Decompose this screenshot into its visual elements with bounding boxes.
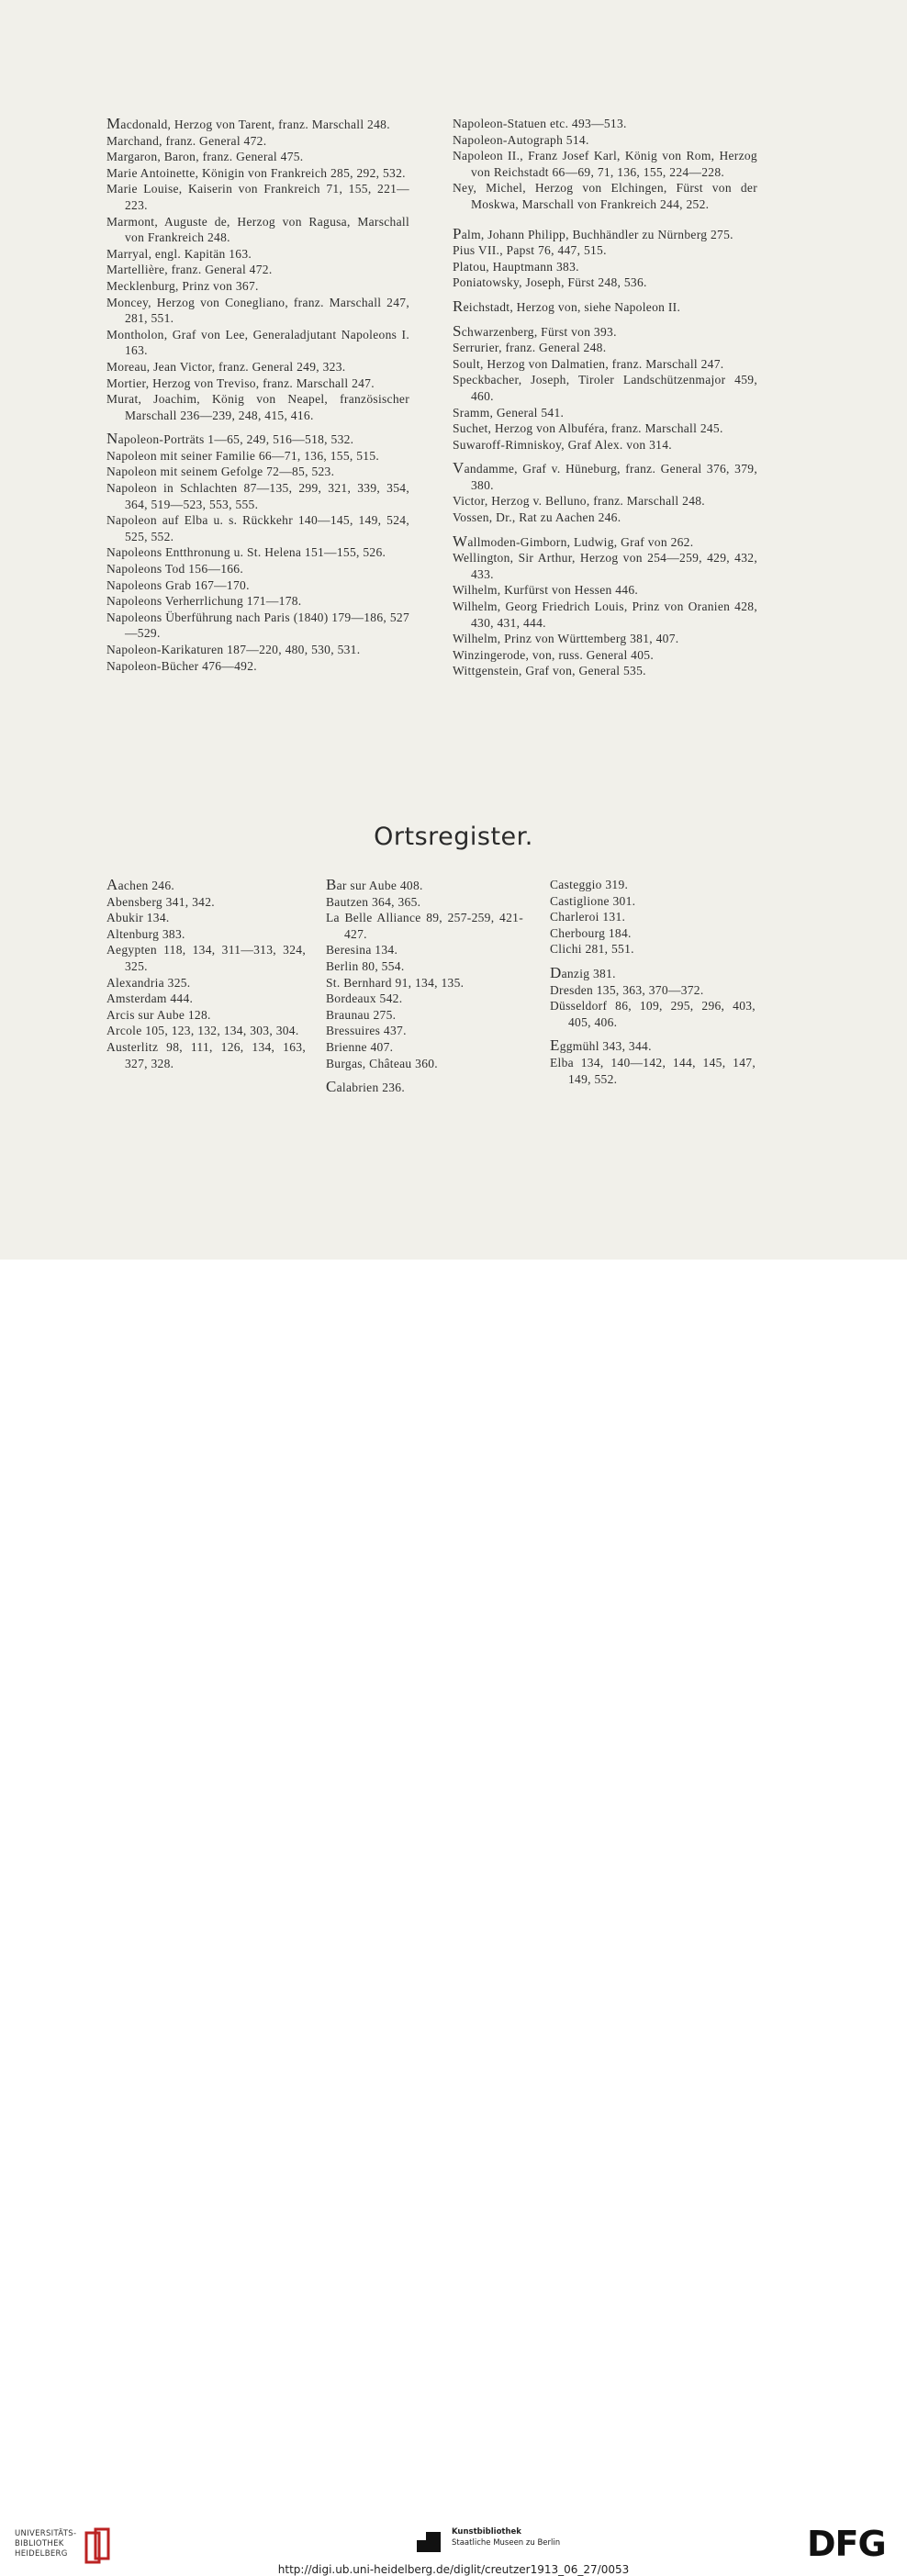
kunstbibliothek-logo-icon [417,2528,444,2556]
index-entry: Suchet, Herzog von Albuféra, franz. Marschall 245. [453,421,723,436]
index-entry: Napoleon mit seinem Gefolge 72—85, 523. [106,465,335,479]
index-entry: Eggmühl 343, 344. [550,1036,652,1055]
index-entry: Berlin 80, 554. [326,958,405,973]
index-entry: Napoleons Grab 167—170. [106,577,250,592]
index-entry: Marchand, franz. General 472. [106,133,267,148]
index-entry: Dresden 135, 363, 370—372. [550,982,704,997]
index-entry: Wilhelm, Georg Friedrich Louis, Prinz von Oranien 428, 430, 431, 444. [453,599,757,630]
index-entry: Marryal, engl. Kapitän 163. [106,246,252,261]
svg-text:DFG: DFG [807,2528,886,2559]
university-library-name[interactable]: UNIVERSITÄTS- BIBLIOTHEK HEIDELBERG [15,2529,77,2559]
index-entry: Pius VII., Papst 76, 447, 515. [453,243,607,258]
index-entry: Napoleons Verherrlichung 171—178. [106,594,302,609]
index-entry: Bar sur Aube 408. [326,876,423,893]
index-entry: Aachen 246. [106,876,175,893]
university-logo-icon [84,2527,114,2564]
index-entry: Schwarzenberg, Fürst von 393. [453,321,617,340]
permalink-url[interactable]: http://digi.ub.uni-heidelberg.de/diglit/creutzer1913_06_27/0053 [277,2563,630,2576]
index-entry: Poniatowsky, Joseph, Fürst 248, 536. [453,275,647,290]
index-entry: Moncey, Herzog von Conegliano, franz. Marschall 247, 281, 551. [106,295,409,326]
index-entry: Mecklenburg, Prinz von 367. [106,278,259,293]
index-entry: Marmont, Auguste de, Herzog von Ragusa, Marschall von Frankreich 248. [106,214,409,245]
index-entry: Wittgenstein, Graf von, General 535. [453,664,646,678]
kunstbibliothek-label[interactable] [452,2526,560,2548]
index-entry: Wilhelm, Prinz von Württemberg 381, 407. [453,632,679,646]
index-entry: Suwaroff-Rimniskoy, Graf Alex. von 314. [453,437,672,452]
footer-bar [0,1260,907,2576]
index-entry: Macdonald, Herzog von Tarent, franz. Marschall 248. [106,115,390,132]
index-entry: Napoleon mit seiner Familie 66—71, 136, 155, 515. [106,448,380,463]
index-entry: Ney, Michel, Herzog von Elchingen, Fürst von der Moskwa, Marschall von Frankreich 244, 252. [453,181,757,211]
index-entry: Napoleon-Porträts 1—65, 249, 516—518, 532. [106,430,354,448]
place-index-column-3 [550,877,756,1087]
index-entry: Charleroi 131. [550,910,626,924]
index-entry: Casteggio 319. [550,878,629,891]
index-entry: Beresina 134. [326,943,398,958]
index-entry: Burgas, Château 360. [326,1056,438,1070]
index-entry: Wellington, Sir Arthur, Herzog von 254—259, 429, 432, 433. [453,551,757,581]
index-entry: Clichi 281, 551. [550,942,634,957]
index-entry: Castiglione 301. [550,893,636,908]
person-index-left-column [106,116,409,674]
index-entry: Alexandria 325. [106,975,191,990]
ortsregister-heading: Ortsregister. [374,823,533,851]
index-entry: Martellière, franz. General 472. [106,263,273,277]
index-entry: Napoleon II., Franz Josef Karl, König von Rom, Herzog von Reichstadt 66—69, 71, 136, 155, 224—228. [453,149,757,179]
index-entry: Calabrien 236. [326,1078,406,1096]
index-entry: Napoleon in Schlachten 87—135, 299, 321, 339, 354, 364, 519—523, 553, 555. [106,481,409,511]
place-index-column-1 [106,877,306,1071]
index-entry: Margaron, Baron, franz. General 475. [106,150,304,164]
index-entry: Speckbacher, Joseph, Tiroler Landschützenmajor 459, 460. [453,373,757,403]
index-entry: Danzig 381. [550,963,616,981]
index-entry: Brienne 407. [326,1039,394,1054]
index-entry: Abensberg 341, 342. [106,894,215,909]
index-entry: Bordeaux 542. [326,991,403,1006]
index-entry: Napoleons Überführung nach Paris (1840) 179—186, 527—529. [106,610,409,641]
index-entry: Marie Antoinette, Königin von Frankreich 285, 292, 532. [106,165,406,180]
index-entry: St. Bernhard 91, 134, 135. [326,975,465,990]
index-entry: Napoleon-Statuen etc. 493—513. [453,117,627,130]
scanned-page [0,0,907,1260]
index-entry: La Belle Alliance 89, 257-259, 421-427. [326,911,523,941]
index-entry: Düsseldorf 86, 109, 295, 296, 403, 405, 406. [550,999,756,1029]
index-entry: Montholon, Graf von Lee, Generaladjutant Napoleons I. 163. [106,327,409,358]
index-entry: Sramm, General 541. [453,405,565,420]
index-entry: Vossen, Dr., Rat zu Aachen 246. [453,510,621,525]
index-entry: Soult, Herzog von Dalmatien, franz. Marschall 247. [453,356,724,371]
place-index-column-2 [326,877,523,1096]
index-entry: Marie Louise, Kaiserin von Frankreich 71, 155, 221—223. [106,182,409,212]
index-entry: Murat, Joachim, König von Neapel, französischer Marschall 236—239, 248, 415, 416. [106,392,409,422]
index-entry: Platou, Hauptmann 383. [453,259,579,274]
index-entry: Abukir 134. [106,911,170,925]
index-entry: Austerlitz 98, 111, 126, 134, 163, 327, 328. [106,1039,306,1070]
index-entry: Napoleon-Autograph 514. [453,132,589,147]
index-entry: Braunau 275. [326,1007,397,1022]
index-entry: Cherbourg 184. [550,925,632,940]
person-index-right-column [453,116,757,679]
index-entry: Serrurier, franz. General 248. [453,341,607,355]
kunstbibliothek-title: Kunstbibliothek [452,2527,521,2537]
index-entry: Elba 134, 140—142, 144, 145, 147, 149, 552. [550,1055,756,1086]
kunstbibliothek-subtitle: Staatliche Museen zu Berlin [452,2538,561,2548]
index-entry: Wilhelm, Kurfürst von Hessen 446. [453,583,639,598]
index-entry: Aegypten 118, 134, 311—313, 324, 325. [106,943,306,973]
index-entry: Napoleon-Bücher 476—492. [106,658,257,673]
index-entry: Vandamme, Graf v. Hüneburg, franz. General 376, 379, 380. [453,459,757,492]
index-entry: Arcole 105, 123, 132, 134, 303, 304. [106,1024,299,1038]
index-entry: Winzingerode, von, russ. General 405. [453,647,654,662]
index-entry: Victor, Herzog v. Belluno, franz. Marschall 248. [453,494,705,509]
index-entry: Palm, Johann Philipp, Buchhändler zu Nürnberg 275. [453,224,733,242]
index-entry: Moreau, Jean Victor, franz. General 249, 323. [106,359,346,374]
index-entry: Altenburg 383. [106,926,185,941]
index-entry: Bressuires 437. [326,1024,407,1038]
index-entry: Wallmoden-Gimborn, Ludwig, Graf von 262. [453,532,694,550]
index-entry: Bautzen 364, 365. [326,894,421,909]
index-entry: Napoleon auf Elba u. s. Rückkehr 140—145, 149, 524, 525, 552. [106,513,409,543]
index-entry: Napoleons Tod 156—166. [106,562,244,577]
index-entry: Arcis sur Aube 128. [106,1007,211,1022]
index-entry: Napoleons Entthronung u. St. Helena 151—155, 526. [106,545,386,560]
index-entry: Amsterdam 444. [106,991,194,1006]
dfg-logo-icon[interactable] [807,2528,895,2559]
index-entry: Reichstadt, Herzog von, siehe Napoleon II. [453,297,681,315]
index-entry: Mortier, Herzog von Treviso, franz. Marschall 247. [106,375,375,390]
index-entry: Napoleon-Karikaturen 187—220, 480, 530, 531. [106,643,361,656]
